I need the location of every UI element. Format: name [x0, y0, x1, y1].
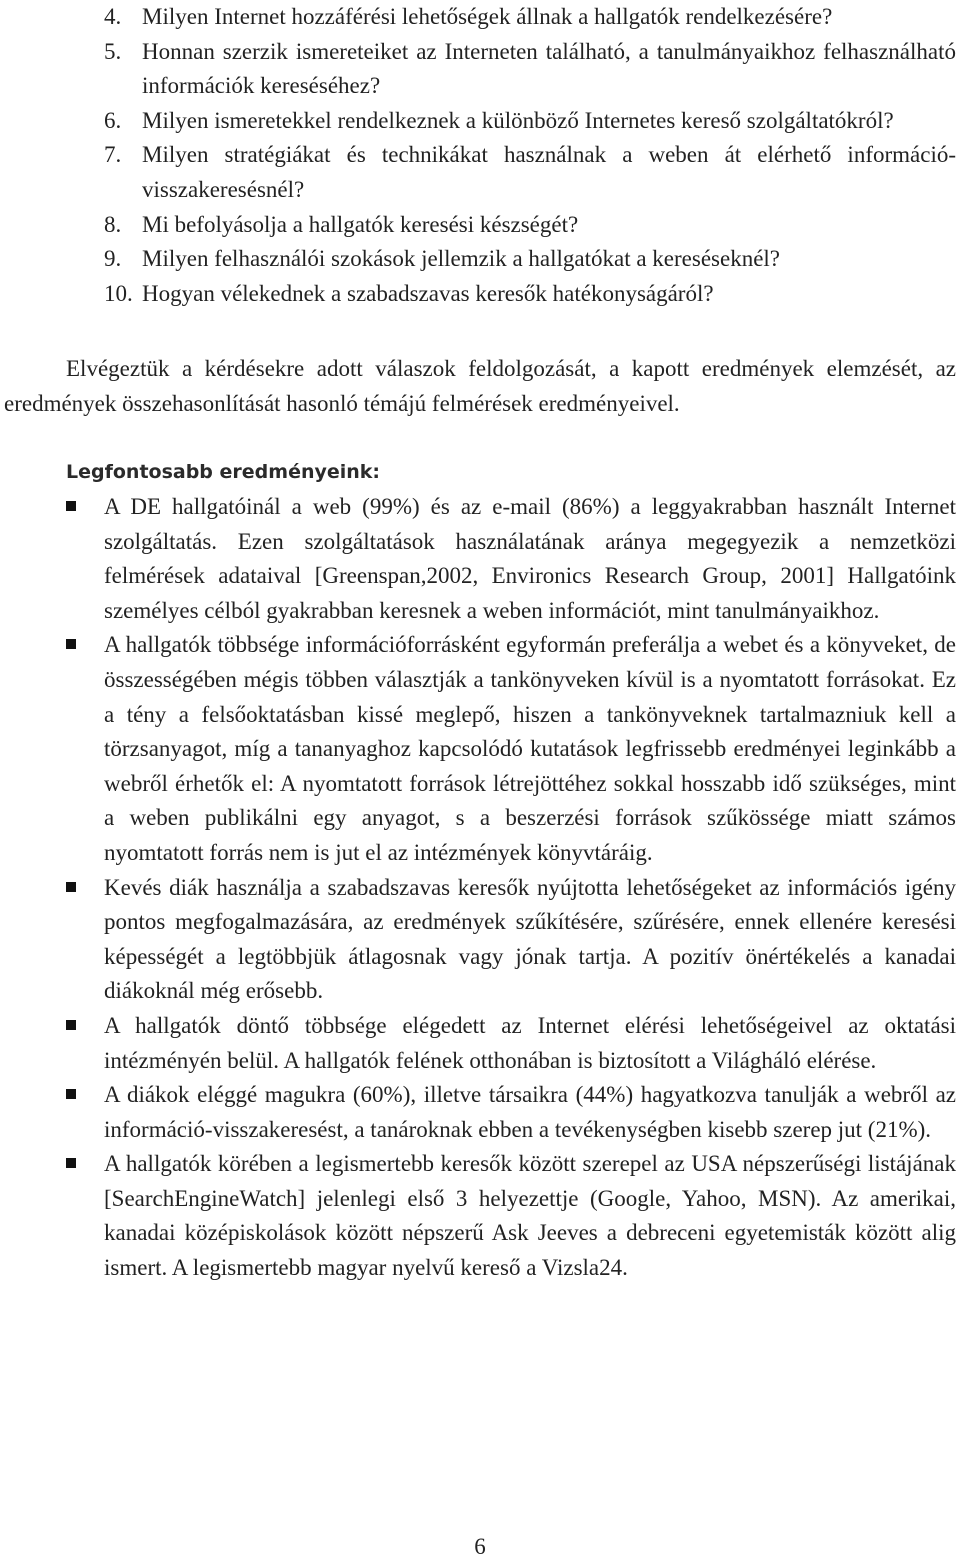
- question-number: 5.: [104, 38, 122, 64]
- result-text: A hallgatók körében a legismertebb keresők között szerepel az USA népszerűségi listájának [SearchEngineWatch] jelenlegi első 3 helyezettje (Google, Yahoo, MSN). Az amerikai, kanadai középiskolások között népszerű Ask Jeeves a debreceni egyetemisták között alig ismert. A legismertebb magyar nyelvű kereső a Vizsla24.: [104, 1151, 956, 1281]
- question-item: [104, 138, 956, 207]
- result-item: [104, 1147, 956, 1285]
- results-list: [104, 490, 956, 1286]
- result-text: Kevés diák használja a szabadszavas keresők nyújtotta lehetőségeket az információs igény pontos megfogalmazására, az eredmények szűkítésére, szűrésére, ennek ellenére keresési képességét a legtöbbjük átlagosnak vagy jónak tartja. A pozitív önértékelés a kanadai diákoknál még erősebb.: [104, 874, 956, 1004]
- question-number: 4.: [104, 4, 122, 29]
- question-text: Milyen stratégiákat és technikákat használnak a weben át elérhető információ-visszakeresésnél?: [142, 142, 956, 202]
- question-text: Honnan szerzik ismereteiket az Interneten található, a tanulmányaikhoz felhasználható információk kereséséhez?: [142, 38, 956, 99]
- question-text: Mi befolyásolja a hallgatók keresési készségét?: [142, 211, 579, 237]
- square-bullet-icon: [66, 1158, 76, 1168]
- results-heading: Legfontosabb eredményeink:: [66, 461, 381, 483]
- square-bullet-icon: [66, 639, 76, 649]
- result-item: [104, 490, 956, 628]
- result-item: [104, 1078, 956, 1147]
- question-number: 8.: [104, 211, 122, 237]
- page-number: 6: [474, 1534, 486, 1559]
- question-item: [104, 242, 956, 277]
- question-list: [104, 0, 956, 311]
- question-item: [104, 35, 956, 104]
- question-text: Milyen ismeretekkel rendelkeznek a különböző Internetes kereső szolgáltatókról?: [142, 107, 894, 133]
- result-text: A diákok eléggé magukra (60%), illetve társaikra (44%) hagyatkozva tanulják a webről az információ-visszakeresést, a tanároknak ebben a tevékenységben kisebb szerep jut (21%).: [104, 1082, 956, 1142]
- question-item: [104, 0, 956, 35]
- question-text: Milyen felhasználói szokások jellemzik a hallgatókat a kereséseknél?: [142, 246, 781, 272]
- result-item: [104, 1009, 956, 1078]
- result-text: A DE hallgatóinál a web (99%) és az e-mail (86%) a leggyakrabban használt Internet szolgáltatás. Ezen szolgáltatások használatának aránya megegyezik a nemzetközi felmérések adataival [Greenspan,2002, Environics Research Group, 2001] Hallgatóink személyes célból gyakrabban keresnek a weben információt, mint tanulmányaikhoz.: [104, 494, 956, 623]
- question-number: 6.: [104, 107, 122, 133]
- result-item: [104, 871, 956, 1009]
- question-text: Hogyan vélekednek a szabadszavas keresők hatékonyságáról?: [142, 280, 714, 306]
- question-text: Milyen Internet hozzáférési lehetőségek állnak a hallgatók rendelkezésére?: [142, 4, 833, 29]
- result-text: A hallgatók döntő többsége elégedett az Internet elérési lehetőségeivel az oktatási intézményén belül. A hallgatók felének otthonában is biztosított a Világháló elérése.: [104, 1012, 956, 1073]
- result-text: A hallgatók többsége információforrásként egyformán preferálja a webet és a könyveket, de összességében mégis többen választják a tankönyveken kívül is a nyomtatott forrásokat. Ez a tény a felsőoktatásban kissé meglepő, hiszen a tankönyveknek tartalmazniuk kell a törzsanyagot, míg a tananyaghoz kapcsolódó kutatások legfrissebb eredményei leginkább a webről érhetők el: A nyomtatott források létrejöttéhez sokkal hosszabb idő szükséges, mint a weben publikálni egy anyagot, s a beszerzési források szűkössége miatt számos nyomtatott forrás nem is jut el az intézmények könyvtáráig.: [104, 632, 956, 865]
- intro-paragraph: Elvégeztük a kérdésekre adott válaszok feldolgozását, a kapott eredmények elemzését, az eredmények összehasonlítását hasonló témájú felmérések eredményeivel.: [4, 356, 956, 416]
- square-bullet-icon: [66, 501, 76, 511]
- question-item: [104, 104, 956, 139]
- result-item: [104, 628, 956, 870]
- question-number: 7.: [104, 142, 122, 168]
- square-bullet-icon: [66, 1089, 76, 1099]
- question-item: [104, 277, 956, 312]
- question-number: 10.: [104, 280, 133, 306]
- square-bullet-icon: [66, 1020, 76, 1030]
- square-bullet-icon: [66, 882, 76, 892]
- question-item: [104, 208, 956, 243]
- question-number: 9.: [104, 246, 122, 272]
